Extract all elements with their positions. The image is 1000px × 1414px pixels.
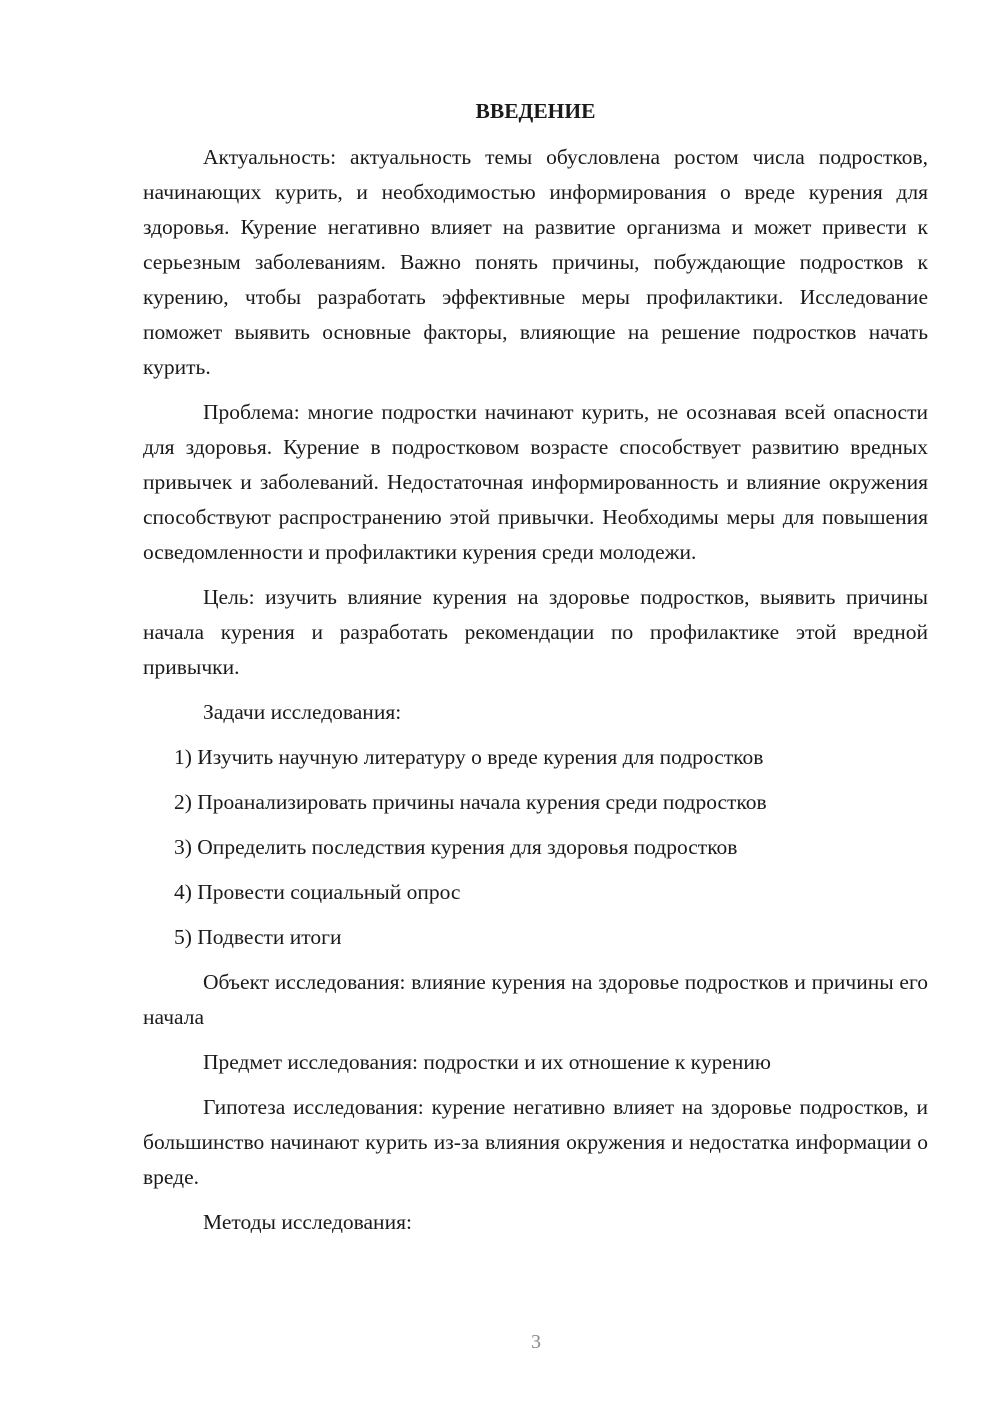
tasks-heading: Задачи исследования: (203, 700, 402, 724)
list-item: 1) Изучить научную литературу о вреде курения для подростков (174, 745, 764, 769)
page-content (143, 96, 928, 1250)
list-item: 4) Провести социальный опрос (174, 880, 461, 904)
subject-paragraph: Предмет исследования: подростки и их отношение к курению (203, 1050, 771, 1074)
object-paragraph: Объект исследования: влияние курения на здоровье подростков и причины его начала (143, 970, 928, 1029)
list-item: 2) Проанализировать причины начала курения среди подростков (174, 790, 767, 814)
methods-heading: Методы исследования: (203, 1210, 412, 1234)
list-item: 5) Подвести итоги (174, 925, 342, 949)
relevance-paragraph: Актуальность: актуальность темы обусловлена ростом числа подростков, начинающих курить, и необходимостью информирования о вреде курения для здоровья. Курение негативно влияет на развитие организма и может привести к серьезным заболеваниям. Важно понять причины, побуждающие подростков к курению, чтобы разработать эффективные меры профилактики. Исследование поможет выявить основные факторы, влияющие на решение подростков начать курить. (143, 145, 928, 379)
hypothesis-paragraph: Гипотеза исследования: курение негативно влияет на здоровье подростков, и большинство начинают курить из-за влияния окружения и недостатка информации о вреде. (143, 1095, 928, 1189)
tasks-list (143, 740, 928, 955)
goal-paragraph: Цель: изучить влияние курения на здоровье подростков, выявить причины начала курения и разработать рекомендации по профилактике этой вредной привычки. (143, 585, 928, 679)
page-number: 3 (531, 1331, 541, 1353)
list-item: 3) Определить последствия курения для здоровья подростков (174, 835, 738, 859)
problem-paragraph: Проблема: многие подростки начинают курить, не осознавая всей опасности для здоровья. Курение в подростковом возрасте способствует развитию вредных привычек и заболеваний. Недостаточная информированность и влияние окружения способствуют распространению этой привычки. Необходимы меры для повышения осведомленности и профилактики курения среди молодежи. (143, 400, 928, 564)
section-title: ВВЕДЕНИЕ (475, 99, 596, 123)
